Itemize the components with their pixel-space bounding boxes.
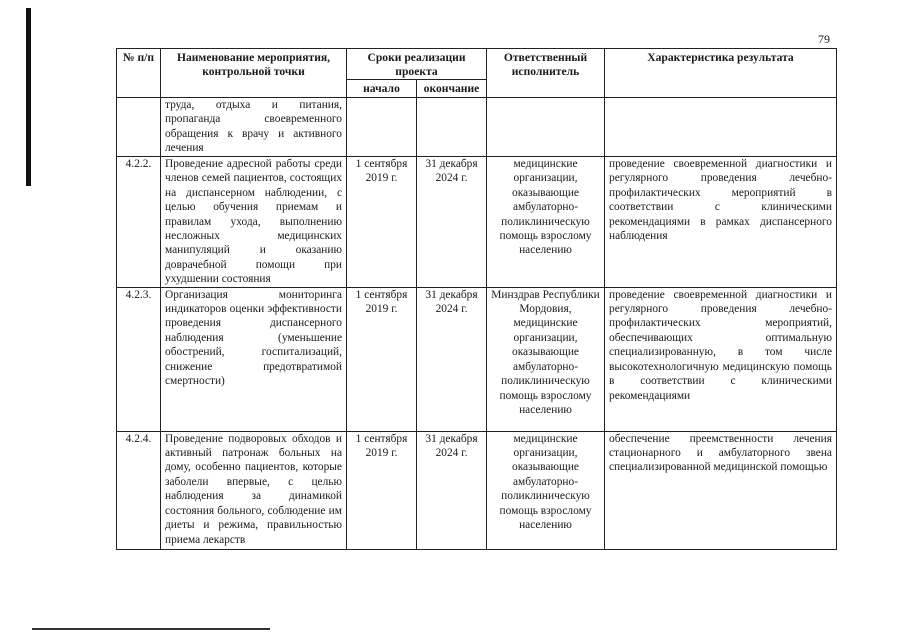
row-number: 4.2.2. [117, 157, 161, 288]
measure-name: Организация мониторинга индикаторов оценки эффективности проведения диспансерного наблюдения (уменьшение обострений, госпитализаций, снижение предотвратимой смертности) [161, 287, 347, 431]
row-number [117, 98, 161, 157]
page-number: 79 [818, 32, 830, 46]
result: проведение своевременной диагностики и регулярного проведения лечебно-профилактических мероприятий в соответствии с клиническими рекомендациями в рамках диспансерного наблюдения [605, 157, 837, 288]
end-date: 31 декабря 2024 г. [417, 431, 487, 549]
start-date [347, 98, 417, 157]
result [605, 98, 837, 157]
header-num: № п/п [117, 49, 161, 98]
measure-name: Проведение адресной работы среди членов семей пациентов, состоящих на диспансерном наблюдении, с целью обучения приемам и правилам ухода, выполнению несложных медицинских манипуляций и оказанию доврачебной помощи при ухудшении состояния [161, 157, 347, 288]
measures-table [116, 48, 837, 550]
row-number: 4.2.3. [117, 287, 161, 431]
header-row [117, 49, 837, 80]
header-name: Наименование мероприятия, контрольной точки [161, 49, 347, 98]
header-executor: Ответственный исполнитель [487, 49, 605, 98]
footnote-rule [32, 628, 270, 630]
start-date: 1 сентября 2019 г. [347, 287, 417, 431]
end-date: 31 декабря 2024 г. [417, 157, 487, 288]
executor: медицинские организации, оказывающие амбулаторно-поликлиническую помощь взрослому населению [487, 431, 605, 549]
header-result: Характеристика результата [605, 49, 837, 98]
result: проведение своевременной диагностики и регулярного проведения лечебно-профилактических мероприятий, обеспечивающих оптимальную специализированную, в том числе высокотехнологичную медицинскую помощь в соответствии с клиническими рекомендациями [605, 287, 837, 431]
end-date [417, 98, 487, 157]
measure-name: Проведение подворовых обходов и активный патронаж больных на дому, особенно пациентов, которые заболели впервые, с целью наблюдения за динамикой состояния больного, соблюдение им диеты и режима, правильностью приема лекарств [161, 431, 347, 549]
start-date: 1 сентября 2019 г. [347, 157, 417, 288]
executor: медицинские организации, оказывающие амбулаторно-поликлиническую помощь взрослому населению [487, 157, 605, 288]
executor [487, 98, 605, 157]
table-row [117, 98, 837, 157]
table-row [117, 287, 837, 431]
table-row [117, 431, 837, 549]
end-date: 31 декабря 2024 г. [417, 287, 487, 431]
row-number: 4.2.4. [117, 431, 161, 549]
header-end: окончание [417, 80, 487, 98]
start-date: 1 сентября 2019 г. [347, 431, 417, 549]
table-row [117, 157, 837, 288]
header-start: начало [347, 80, 417, 98]
header-terms: Сроки реализации проекта [347, 49, 487, 80]
result: обеспечение преемственности лечения стационарного и амбулаторного звена специализированной медицинской помощью [605, 431, 837, 549]
executor: Минздрав Республики Мордовия, медицинские организации, оказывающие амбулаторно-поликлиническую помощь взрослому населению [487, 287, 605, 431]
scan-edge-mark [26, 8, 31, 186]
measure-name: труда, отдыха и питания, пропаганда своевременного обращения к врачу и активного лечения [161, 98, 347, 157]
